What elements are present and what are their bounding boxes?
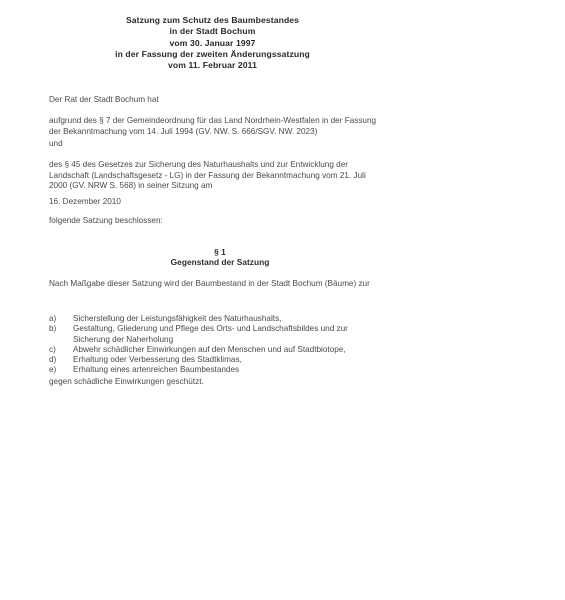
list-text: Abwehr schädlicher Einwirkungen auf den Menschen und auf Stadtbiotope, <box>73 344 346 354</box>
list-letter: d) <box>49 355 57 365</box>
list-text: Gestaltung, Gliederung und Pflege des Orts- und Landschaftsbildes und zur Sicherung der Naherholung <box>73 324 348 344</box>
conjunction-text: und <box>49 139 63 148</box>
list-text: Erhaltung eines artenreichen Baumbestandes <box>73 365 240 375</box>
section-intro: Nach Maßgabe dieser Satzung wird der Baumbestand in der Stadt Bochum (Bäume) zur <box>49 279 370 288</box>
list-letter: c) <box>49 344 56 354</box>
section-closing: gegen schädliche Einwirkungen geschützt. <box>49 377 204 386</box>
title-line: in der Fassung der zweiten Änderungssatzung <box>115 48 310 59</box>
section-heading: Gegenstand der Satzung <box>170 257 270 267</box>
list-text: Sicherstellung der Leistungsfähigkeit des Naturhaushalts, <box>73 314 282 323</box>
list-letter: e) <box>49 365 57 375</box>
list-item <box>49 324 379 345</box>
intro-paragraph: Der Rat der Stadt Bochum hat <box>49 95 159 104</box>
legal-basis-paragraph: aufgrund des § 7 der Gemeindeordnung für das Land Nordrhein-Westfalen in der Fassung der Bekanntmachung vom 14. Juli 1994 (GV. NW. S. 666/SGV. NW. 2023) <box>49 116 377 136</box>
list-item <box>49 345 379 355</box>
title-line: vom 11. Februar 2011 <box>168 60 257 71</box>
list-item <box>49 355 379 365</box>
title-line: vom 30. Januar 1997 <box>169 37 256 48</box>
title-line: Satzung zum Schutz des Baumbestandes <box>125 15 300 25</box>
list-item <box>49 314 379 324</box>
session-date: 16. Dezember 2010 <box>49 197 121 206</box>
list-text: Erhaltung oder Verbesserung des Stadtklimas, <box>73 355 242 365</box>
purpose-list <box>49 314 379 376</box>
section-number: § 1 <box>214 247 226 257</box>
legal-basis-paragraph: des § 45 des Gesetzes zur Sicherung des Naturhaushalts und zur Entwicklung der Landschaft (Landschaftsgesetz - LG) in der Fassung der Bekanntmachung vom 21. Juli 2000 (GV. NRW S. 568) in seiner Sitzung am <box>49 160 366 191</box>
list-item <box>49 365 379 375</box>
list-letter: b) <box>49 324 57 334</box>
title-line: in der Stadt Bochum <box>169 26 256 37</box>
list-letter: a) <box>49 314 57 323</box>
resolution-text: folgende Satzung beschlossen: <box>49 216 163 225</box>
document-title <box>60 15 365 71</box>
